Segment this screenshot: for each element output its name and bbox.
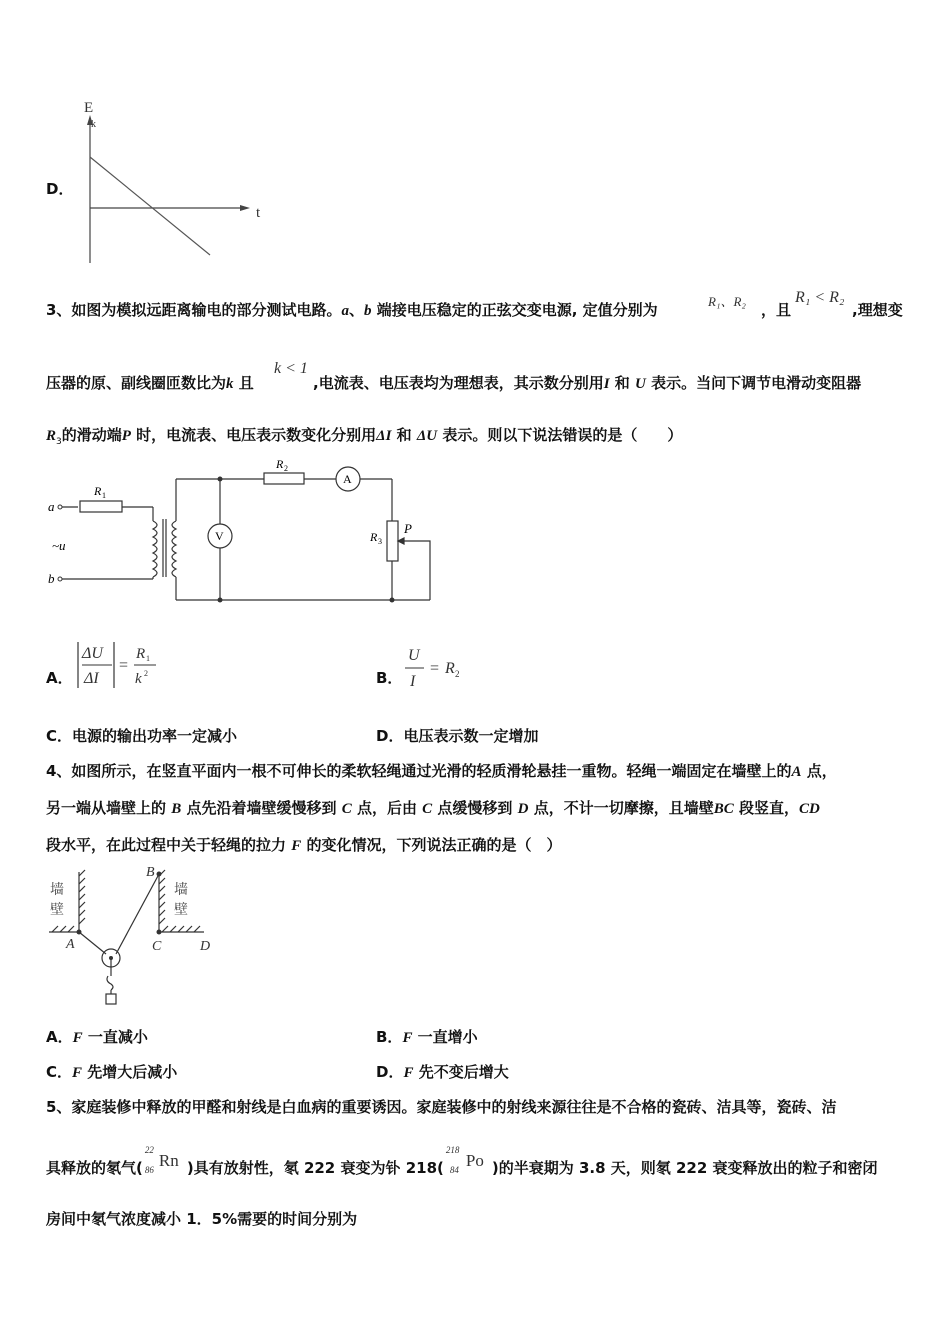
q4-option-a: A．F 一直减小 [46,1028,148,1046]
ammeter-label: A [343,472,352,486]
q3-stem-line3: $R_3$的滑动端P 时，电流表、电压表示数变化分别用ΔI 和 ΔU 表示。则以下说法错误的是（ ） [46,426,683,447]
rn-atomic-number: 86 [144,1165,154,1175]
point-d-label: D [200,939,211,954]
svg-text:1: 1 [146,654,150,663]
q5-stem-line2: 具释放的氡气( 22 86 Rn )具有放射性，氡 222 衰变为钋 218( 218 84 Po )的半衰期为 3.8 天，则氡 222 衰变释放出的粒子和密闭 [46,1145,878,1177]
circuit-r1-label: R [94,484,102,498]
wall-label-3: 墙 [174,883,188,898]
svg-text:k: k [135,671,142,687]
point-a-label: A [66,937,75,952]
q4-stem-line3: 段水平，在此过程中关于轻绳的拉力 F 的变化情况，下列说法正确的是（ ） [46,836,562,854]
svg-text:2: 2 [455,669,460,679]
svg-text:R: R [136,646,146,662]
q3-option-d: D．电压表示数一定增加 [376,727,539,745]
q3-k-condition: k < 1 [274,360,308,377]
q3-stem-line2-c: ,电流表、电压表均为理想表，其示数分别用I 和 U 表示。当问下调节电滑动变阻器 [313,374,862,392]
q5-stem-line1: 5、家庭装修中释放的甲醛和射线是白血病的重要诱因。家庭装修中的射线来源往往是不合格的瓷砖、洁具等，瓷砖、洁 [46,1098,837,1116]
q4-pulley-figure [44,864,224,1009]
po-symbol: Po [465,1151,484,1170]
q4-option-d: D．F 先不变后增大 [376,1063,509,1081]
voltmeter-label: V [215,529,224,543]
wall-label-1: 墙 [50,883,64,898]
circuit-r1-sub: 1 [102,491,106,500]
svg-text:U: U [408,647,420,664]
svg-text:ΔI: ΔI [84,670,99,687]
rn-mass-number: 22 [144,1145,154,1155]
q2-option-d-label: D． [46,180,74,198]
q3-option-a-formula [72,636,172,692]
q3-option-b-formula [400,640,480,692]
circuit-r2-label: R [276,457,284,471]
circuit-terminal-a: a [48,499,55,514]
q3-option-a-label: A． [46,669,73,687]
svg-text:R: R [445,660,455,677]
q5-stem-line3: 房间中氡气浓度减小 1．5%需要的时间分别为 [46,1210,358,1228]
rn-symbol: Rn [158,1151,179,1170]
circuit-r3-sub: 3 [378,537,382,546]
q3-option-b-label: B． [376,669,403,687]
svg-text:=: = [430,660,440,677]
q4-stem-line1: 4、如图所示，在竖直平面内一根不可伸长的柔软轻绳通过光滑的轻质滑轮悬挂一重物。轻绳一端固定在墙壁上的A 点， [46,762,837,780]
svg-text:ΔU: ΔU [82,645,103,662]
circuit-slider-p: P [404,521,412,536]
q3-condition: R₁ < R₂ [795,289,845,306]
q3-r1r2: R₁、R₂ [708,294,746,309]
circuit-terminal-b: b [48,571,55,586]
svg-text:=: = [119,657,129,674]
po-mass-number: 218 [445,1145,460,1155]
po-atomic-number: 84 [449,1165,459,1175]
graph-x-label: t [256,205,261,221]
q4-option-c: C．F 先增大后减小 [46,1063,178,1081]
q3-stem-line1: 3、如图为模拟远距离输电的部分测试电路。a、b 端接电压稳定的正弦交变电源, 定值分别为 [46,301,658,319]
q4-option-b: B．F 一直增小 [376,1028,478,1046]
q3-circuit-diagram [40,455,450,615]
svg-text:I: I [410,673,416,690]
q2-ek-t-graph [80,95,280,270]
wall-label-4: 壁 [174,903,188,918]
wall-label-2: 壁 [50,903,64,918]
q4-stem-line2: 另一端从墙壁上的 B 点先沿着墙壁缓慢移到 C 点，后由 C 点缓慢移到 D 点，不计一切摩擦，且墙壁BC 段竖直，CD [46,799,820,817]
point-c-label: C [152,939,162,954]
point-b-label: B [146,865,155,880]
circuit-source-u: ~u [52,538,66,553]
q3-stem-line1-e: ,理想变 [852,301,903,319]
graph-y-sub: k [91,119,96,130]
q3-option-c: C．电源的输出功率一定减小 [46,727,238,745]
circuit-r3-label: R [370,530,378,544]
circuit-r2-sub: 2 [284,464,288,473]
q3-stem-line2: 压器的原、副线圈匝数比为k 且 [46,374,254,392]
q3-stem-line1-d: ，且 [761,301,792,319]
graph-y-label: E [84,100,94,116]
svg-text:2: 2 [144,669,148,678]
